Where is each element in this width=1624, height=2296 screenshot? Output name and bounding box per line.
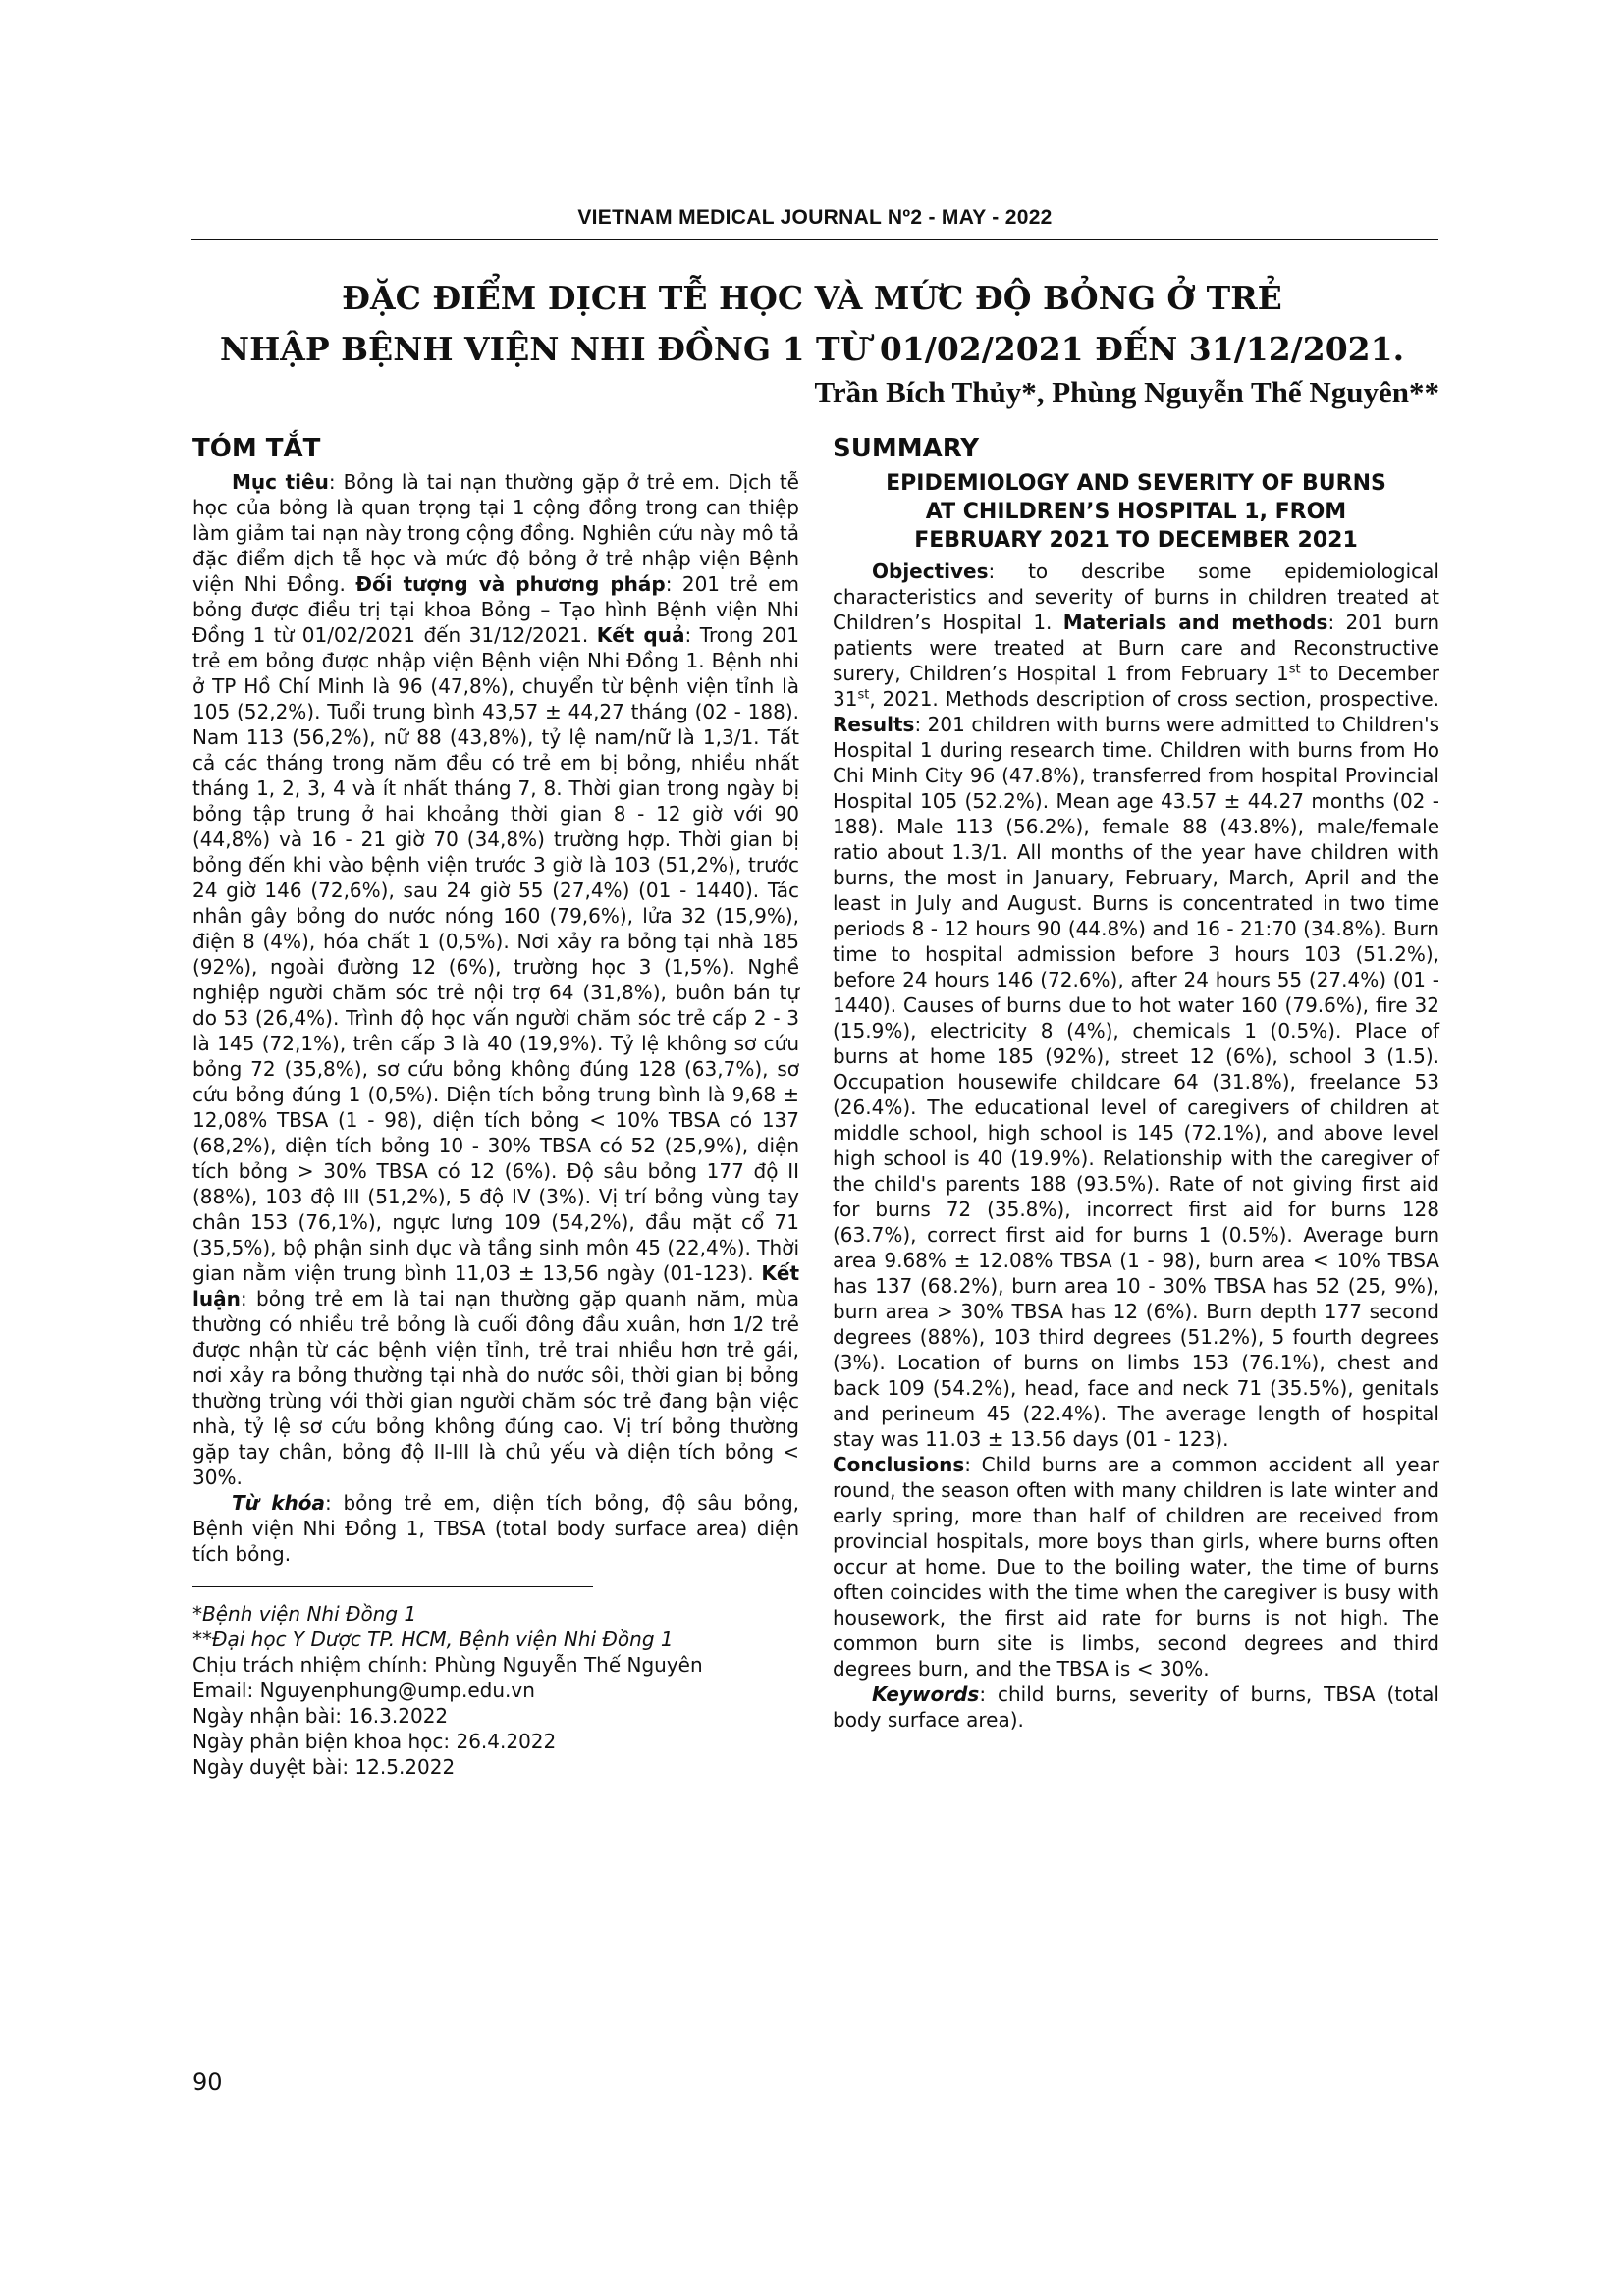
footnotes xyxy=(192,1601,799,1780)
date-approved: Ngày duyệt bài: 12.5.2022 xyxy=(192,1755,456,1779)
title-line-1: ĐẶC ĐIỂM DỊCH TỄ HỌC VÀ MỨC ĐỘ BỎNG Ở TRẺ xyxy=(342,279,1282,317)
authors: Trần Bích Thủy*, Phùng Nguyễn Thế Nguyên** xyxy=(814,375,1439,409)
vn-conclusion-text: : bỏng trẻ em là tai nạn thường gặp quanh năm, mùa thường có nhiều trẻ bỏng là cuối đông đầu xuân, hơn 1/2 trẻ được nhận từ các bệnh viện tỉnh, trẻ trai nhiều hơn trẻ gái, nơi xảy ra bỏng thường tại nhà do nước sôi, thời gian bị bỏng thường trùng với thời gian người chăm sóc trẻ đang bận việc nhà, tỷ lệ sơ cứu bỏng không đúng cao. Vị trí bỏng thường gặp tay chân, bỏng độ II-III là chủ yếu và diện tích bỏng < 30%. xyxy=(192,1287,799,1489)
english-summary-column xyxy=(833,432,1439,1733)
en-summary-heading: SUMMARY xyxy=(833,434,980,463)
journal-header: VIETNAM MEDICAL JOURNAL Nº2 - MAY - 2022 xyxy=(577,206,1053,229)
vn-methods-label: Đối tượng và phương pháp xyxy=(355,572,666,596)
en-conclusions-label: Conclusions xyxy=(833,1453,965,1476)
en-methods-text-b: to December 31 xyxy=(833,662,1439,711)
vn-abstract-heading: TÓM TẮT xyxy=(192,434,321,463)
en-results-label: Results xyxy=(833,713,915,736)
contact-email: Email: Nguyenphung@ump.edu.vn xyxy=(192,1679,535,1702)
vietnamese-abstract-column xyxy=(192,432,799,1780)
en-methods-text-a: : 201 burn patients were treated at Burn care and Reconstructive surery, Children’s Hospital 1 from February 1 xyxy=(833,611,1440,685)
date-reviewed: Ngày phản biện khoa học: 26.4.2022 xyxy=(192,1730,557,1753)
vn-objective-label: Mục tiêu xyxy=(232,470,329,494)
vn-results-text: : Trong 201 trẻ em bỏng được nhập viện Bệnh viện Nhi Đồng 1. Bệnh nhi ở TP Hồ Chí Minh là 96 (47,8%), chuyển từ bệnh viện tỉnh là 105 (52,2%). Tuổi trung bình 43,57 ± 44,27 tháng (02 - 188). Nam 113 (56,2%), nữ 88 (43,8%), tỷ lệ nam/nữ là 1,3/1. Tất cả các tháng trong năm đều có trẻ em bị bỏng, nhiều nhất tháng 1, 2, 3, 4 và ít nhất tháng 7, 8. Thời gian trong ngày bị bỏng tập trung ở hai khoảng thời gian 8 - 12 giờ với 90 (44,8%) và 16 - 21 giờ 70 (34,8%) trường hợp. Thời gian bị bỏng đến khi vào bệnh viện trước 3 giờ là 103 (51,2%), trước 24 giờ 146 (72,6%), sau 24 giờ 55 (27,4%) (01 - 1440). Tác nhân gây bỏng do nước nóng 160 (79,6%), lửa 32 (15,9%), điện 8 (4%), hóa chất 1 (0,5%). Nơi xảy ra bỏng tại nhà 185 (92%), ngoài đường 12 (6%), trường học 3 (1,5%). Nghề nghiệp người chăm sóc trẻ nội trợ 64 (31,8%), buôn bán tự do 53 (26,4%). Trình độ học vấn người chăm sóc trẻ cấp 2 - 3 là 145 (72,1%), trên cấp 3 là 40 (19,9%). Tỷ lệ không sơ cứu bỏng 72 (35,8%), sơ cứu bỏng không đúng 128 (63,7%), sơ cứu bỏng đúng 1 (0,5%). Diện tích bỏng trung bình là 9,68 ± 12,08% TBSA (1 - 98), diện tích bỏng < 10% TBSA có 137 (68,2%), diện tích bỏng 10 - 30% TBSA có 52 (25,9%), diện tích bỏng > 30% TBSA có 12 (6%). Độ sâu bỏng 177 độ II (88%), 103 độ III (51,2%), 5 độ IV (3%). Vị trí bỏng vùng tay chân 153 (76,1%), ngực lưng 109 (54,2%), đầu mặt cổ 71 (35,5%), bộ phận sinh dục và tầng sinh môn 45 (22,4%). Thời gian nằm viện trung bình 11,03 ± 13,56 ngày (01-123). xyxy=(192,623,799,1285)
vn-conclusion-label: Kết luận xyxy=(192,1261,799,1310)
en-methods-sup-1: st xyxy=(1288,662,1301,677)
affiliation-2: **Đại học Y Dược TP. HCM, Bệnh viện Nhi Đồng 1 xyxy=(192,1628,674,1651)
en-conclusions-text: : Child burns are a common accident all year round, the season often with many children is late winter and early spring, more than half of children are received from provincial hospitals, more boys than girls, where burns often occur at home. Due to the boiling water, the time of burns often coincides with the time when the caregiver is busy with housework, the first aid rate for burns is not high. The common burn site is limbs, second degrees and third degrees burn, and the TBSA is < 30%. xyxy=(833,1453,1439,1681)
en-title-line-1: EPIDEMIOLOGY AND SEVERITY OF BURNS xyxy=(886,471,1386,496)
affiliation-1: *Bệnh viện Nhi Đồng 1 xyxy=(192,1602,417,1626)
en-results-text: : 201 children with burns were admitted to Children's Hospital 1 during research time. Children with burns from Ho Chi Minh City 96 (47.8%), transferred from hospital Provincial Hospital 105 (52.2%). Mean age 43.57 ± 44.27 months (02 - 188). Male 113 (56.2%), female 88 (43.8%), male/female ratio about 1.3/1. All months of the year have children with burns, the most in January, February, March, April and the least in July and August. Burns is concentrated in two time periods 8 - 12 hours 90 (44.8%) and 16 - 21:70 (34.8%). Burn time to hospital admission before 3 hours 103 (51.2%), before 24 hours 146 (72.6%), after 24 hours 55 (27.4%) (01 - 1440). Causes of burns due to hot water 160 (79.6%), fire 32 (15.9%), electricity 8 (4%), chemicals 1 (0.5%). Place of burns at home 185 (92%), street 12 (6%), school 3 (1.5). Occupation housewife childcare 64 (31.8%), freelance 53 (26.4%). The educational level of caregivers of children at middle school, high school is 145 (72.1%), and above level high school is 40 (19.9%). Relationship with the caregiver of the child's parents 188 (93.5%). Rate of not giving first aid for burns 72 (35.8%), incorrect first aid for burns 128 (63.7%), correct first aid for burns 1 (0.5%). Average burn area 9.68% ± 12.08% TBSA (1 - 98), burn area < 10% TBSA has 137 (68.2%), burn area 10 - 30% TBSA has 52 (25, 9%), burn area > 30% TBSA has 12 (6%). Burn depth 177 second degrees (88%), 103 third degrees (51.2%), 5 fourth degrees (3%). Location of burns on limbs 153 (76.1%), chest and back 109 (54.2%), head, face and neck 71 (35.5%), genitals and perineum 45 (22.4%). The average length of hospital stay was 11.03 ± 13.56 days (01 - 123). xyxy=(833,713,1439,1451)
en-summary-body xyxy=(833,559,1439,1452)
en-methods-sup-2: st xyxy=(857,687,870,703)
footnote-rule xyxy=(192,1586,593,1587)
en-keywords-text: : child burns, severity of burns, TBSA (total body surface area). xyxy=(833,1682,1439,1732)
en-objectives-text: : to describe some epidemiological characteristics and severity of burns in children treated at Children’s Hospital 1. xyxy=(833,560,1439,634)
en-keywords xyxy=(833,1682,1439,1733)
responsible-author: Chịu trách nhiệm chính: Phùng Nguyễn Thế Nguyên xyxy=(192,1653,703,1677)
article-title xyxy=(147,273,1477,375)
vn-keywords xyxy=(192,1490,799,1567)
vn-results-label: Kết quả xyxy=(596,623,685,647)
header-rule xyxy=(191,239,1438,240)
en-title-line-3: FEBRUARY 2021 TO DECEMBER 2021 xyxy=(914,528,1358,553)
page-number: 90 xyxy=(192,2068,223,2096)
en-conclusions xyxy=(833,1452,1439,1682)
en-article-title xyxy=(833,469,1439,555)
vn-methods-text: : 201 trẻ em bỏng được điều trị tại khoa Bỏng – Tạo hình Bệnh viện Nhi Đồng 1 từ 01/02/2021 đến 31/12/2021. xyxy=(192,572,799,647)
title-line-2: NHẬP BỆNH VIỆN NHI ĐỒNG 1 TỪ 01/02/2021 ĐẾN 31/12/2021. xyxy=(219,330,1405,368)
vn-keywords-label: Từ khóa xyxy=(232,1491,325,1515)
en-methods-label: Materials and methods xyxy=(1062,611,1328,634)
vn-abstract-body xyxy=(192,469,799,1490)
vn-objective-text: : Bỏng là tai nạn thường gặp ở trẻ em. Dịch tễ học của bỏng là quan trọng tại 1 cộng đồng trong can thiệp làm giảm tai nạn này trong cộng đồng. Nghiên cứu này mô tả đặc điểm dịch tễ học và mức độ bỏng ở trẻ nhập viện Bệnh viện Nhi Đồng. xyxy=(192,470,799,596)
date-received: Ngày nhận bài: 16.3.2022 xyxy=(192,1704,449,1728)
en-objectives-label: Objectives xyxy=(872,560,989,583)
en-keywords-label: Keywords xyxy=(872,1682,980,1706)
en-methods-text-c: , 2021. Methods description of cross section, prospective. xyxy=(869,687,1439,711)
vn-keywords-text: : bỏng trẻ em, diện tích bỏng, độ sâu bỏng, Bệnh viện Nhi Đồng 1, TBSA (total body surface area) diện tích bỏng. xyxy=(192,1491,799,1566)
en-title-line-2: AT CHILDREN’S HOSPITAL 1, FROM xyxy=(925,500,1347,524)
